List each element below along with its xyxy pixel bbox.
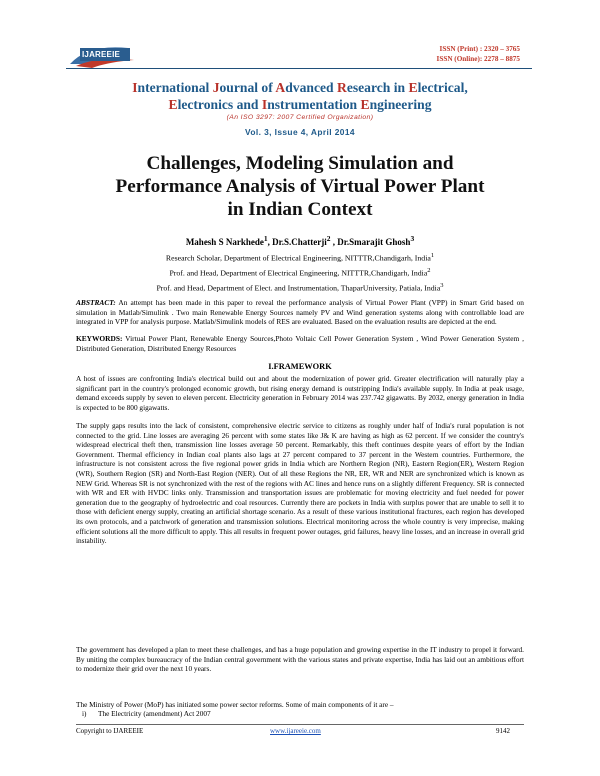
journal-name-capital: J: [212, 80, 220, 95]
author-name: Mahesh S Narkhede: [185, 237, 264, 247]
affiliation-text: Research Scholar, Department of Electrical Engineering, NITTTR,Chandigarh, India: [165, 253, 431, 263]
journal-name-capital: E: [408, 80, 418, 95]
body-paragraph: The Ministry of Power (MoP) has initiated some power sector reforms. Some of main components of it are –: [76, 700, 394, 709]
issn-print: ISSN (Print) : 2320 – 3765: [439, 45, 520, 53]
title-line: in Indian Context: [227, 199, 373, 220]
journal-name-segment: ngineering: [369, 97, 432, 112]
keywords-text: Virtual Power Plant, Renewable Energy Sources,Photo Voltaic Cell Power Generation System , Wind Power Generation System , Distributed Generation, Distributed Energy Resources: [76, 334, 524, 353]
journal-name-segment: dvanced: [285, 80, 337, 95]
issn-online: ISSN (Online): 2278 – 8875: [436, 55, 520, 63]
affiliation-text: Prof. and Head, Department of Elect. and Instrumentation, ThaparUniversity, Patiala, India: [156, 283, 441, 293]
journal-name-line-1: [60, 79, 540, 96]
volume-issue: Vol. 3, Issue 4, April 2014: [245, 127, 355, 137]
footer-divider: [76, 724, 524, 725]
affiliation-text: Prof. and Head, Department of Electrical Engineering, NITTTR,Chandigarh, India: [169, 268, 428, 278]
footer-link[interactable]: www.ijareeie.com: [270, 727, 321, 735]
affiliation-sup: 1: [430, 252, 435, 259]
author-name: Dr.S.Chatterji: [272, 237, 327, 247]
body-paragraph: A host of issues are confronting India's electrical build out and about the modernization of power grid. Greater electrification will naturally play a significant part in the country's prolonged economic growth, but rising energy demand is outstripping India's available supply. In India at peak usage, demand exceeds supply by seven to eleven percent. Electricity generation in February 2014 was 237.742 gigawatts. By 2032, energy generation in India is expected to be 800 gigawatts.: [76, 374, 524, 412]
journal-name-segment: nternational: [137, 80, 213, 95]
list-item-number: i): [82, 709, 87, 718]
section-heading: I.FRAMEWORK: [268, 362, 332, 371]
journal-logo: [68, 42, 136, 70]
affiliation: [60, 252, 540, 263]
journal-name-segment: lectrical,: [417, 80, 468, 95]
affiliation-sup: 3: [440, 282, 444, 289]
journal-name-segment: esearch in: [346, 80, 409, 95]
author-list: Mahesh S Narkhede$^1$, Dr.S.Chatterji$^2$ , Dr.Smarajit Ghosh$^3$: [185, 234, 415, 247]
journal-name-capital: A: [275, 80, 286, 95]
paper-title: [60, 152, 540, 221]
journal-name-capital: R: [336, 80, 347, 95]
page-number: 9142: [496, 727, 510, 735]
list-item-text: The Electricity (amendment) Act 2007: [98, 709, 211, 718]
keywords-label: KEYWORDS:: [76, 334, 123, 343]
journal-name-capital: E: [168, 97, 178, 112]
affiliation: [60, 267, 540, 278]
journal-name-capital: I: [132, 80, 138, 95]
body-paragraph: The supply gaps results into the lack of consistent, comprehensive electric service to citizens as roughly under half of India's rural population is not connected to the grid. Line losses are averaging 26 percent with some states like J& K are having as high as 62 percent. If we consider the country's widespread electrical theft then, transmission line losses average 50 percent. Remarkably, this theft continues despite years of effort by the Indian Government. Thermal efficiency in Indian coal plants also lags at 27 percent compared to 37 percent in the Western countries. Furthermore, the infrastructure is not consistent across the five regional power grids in India which are Northern Region (NR), Eastern Region(ER), Western Region (WR), Southern Region (SR) and North-East Region (NER). Out of all these Regions the NR, ER, WR and NER are synchronized which is known as NEW Grid. Whereas SR is not synchronized with the rest of the regions with AC lines and hence runs on a slightly different Frequency. SR is connected with WR and ER with HVDC links only. Transmission and transportation issues are problematic for moving electricity and fuel needed for power generation due to the geography of hydroelectric and coal resources. Currently there are pockets in India with surplus power that are unable to sell it to those with deficient energy supply, creating an artificial shortage scenario. As a result of these various institutional fractures, each region has developed its own protocols, and a patchwork of generation and transmission solutions. Electrical monitoring across the whole country is very imprecise, making efficient solutions all the more difficult to apply. This all results in frequent power outages, grid failures, heavy line losses, and an increase in overall grid instability.: [76, 421, 524, 546]
abstract-label: ABSTRACT:: [76, 298, 116, 307]
title-line: Performance Analysis of Virtual Power Plant: [115, 176, 485, 197]
author-sup: 2: [326, 234, 331, 243]
affiliation: [60, 282, 540, 293]
footer-copyright: Copyright to IJAREEIE: [76, 727, 144, 735]
journal-name-segment: ournal of: [219, 80, 276, 95]
title-line: Challenges, Modeling Simulation and: [146, 153, 454, 174]
header-divider: [66, 68, 532, 69]
journal-name: [60, 79, 540, 113]
logo-text: IJAREEIE: [82, 50, 121, 59]
journal-name-segment: lectronics and: [177, 97, 262, 112]
author-sup: 1: [263, 234, 268, 243]
list-item: [82, 709, 211, 718]
body-paragraph: The government has developed a plan to meet these challenges, and has a huge population and growing expertise in the IT industry to propel it forward. By uniting the complex bureaucracy of the Indian central government with the various states and private expertise, India has laid out an ambitious effort to modernize their grid over the next 10 years.: [76, 645, 524, 674]
abstract-text: An attempt has been made in this paper to reveal the performance analysis of Virtual Power Plant (VPP) in Smart Grid based on simulation in Matlab/Simulink . Two main Renewable Energy Sources namely PV and Wind generation systems along with controllable load are integrated in VPP for analysis purpose. Matlab/Simulink models of RES are evaluated. Based on the evaluation results are depicted at the end.: [76, 298, 524, 327]
iso-certification: (An ISO 3297: 2007 Certified Organization): [226, 114, 374, 121]
affiliation-sup: 2: [427, 267, 431, 274]
journal-name-segment: nstrumentation: [267, 97, 361, 112]
journal-name-capital: E: [360, 97, 370, 112]
journal-name-capital: I: [261, 97, 268, 112]
author-sup: 3: [410, 234, 415, 243]
keywords: [76, 334, 524, 353]
issn-block: [437, 44, 520, 64]
author-name: Dr.Smarajit Ghosh: [337, 237, 411, 247]
abstract: [76, 298, 524, 327]
journal-name-line-2: [60, 96, 540, 113]
